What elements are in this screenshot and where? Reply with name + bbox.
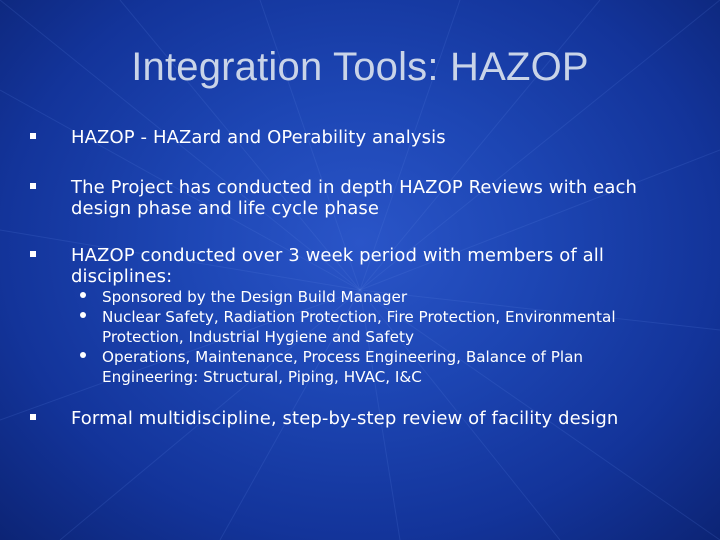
square-bullet-icon xyxy=(30,133,36,139)
square-bullet-icon xyxy=(30,414,36,420)
sub-bullet-text: Sponsored by the Design Build Manager xyxy=(102,288,408,306)
round-bullet-icon xyxy=(80,292,86,298)
bullet-text: HAZOP - HAZard and OPerability analysis xyxy=(71,127,446,148)
round-bullet-icon xyxy=(80,312,86,318)
slide-title: Integration Tools: HAZOP xyxy=(131,45,589,89)
bullet-text: Formal multidiscipline, step-by-step review of facility design xyxy=(71,408,619,429)
bullet-text: HAZOP conducted over 3 week period with members of all disciplines: xyxy=(71,245,604,287)
sub-bullet-text: Nuclear Safety, Radiation Protection, Fire Protection, Environmental Protection, Industrial Hygiene and Safety xyxy=(102,308,616,346)
square-bullet-icon xyxy=(30,183,36,189)
square-bullet-icon xyxy=(30,251,36,257)
round-bullet-icon xyxy=(80,352,86,358)
bullet-text: The Project has conducted in depth HAZOP Reviews with each design phase and life cycle phase xyxy=(71,177,637,219)
sub-bullet-text: Operations, Maintenance, Process Engineering, Balance of Plan Engineering: Structural, Piping, HVAC, I&C xyxy=(102,348,584,386)
